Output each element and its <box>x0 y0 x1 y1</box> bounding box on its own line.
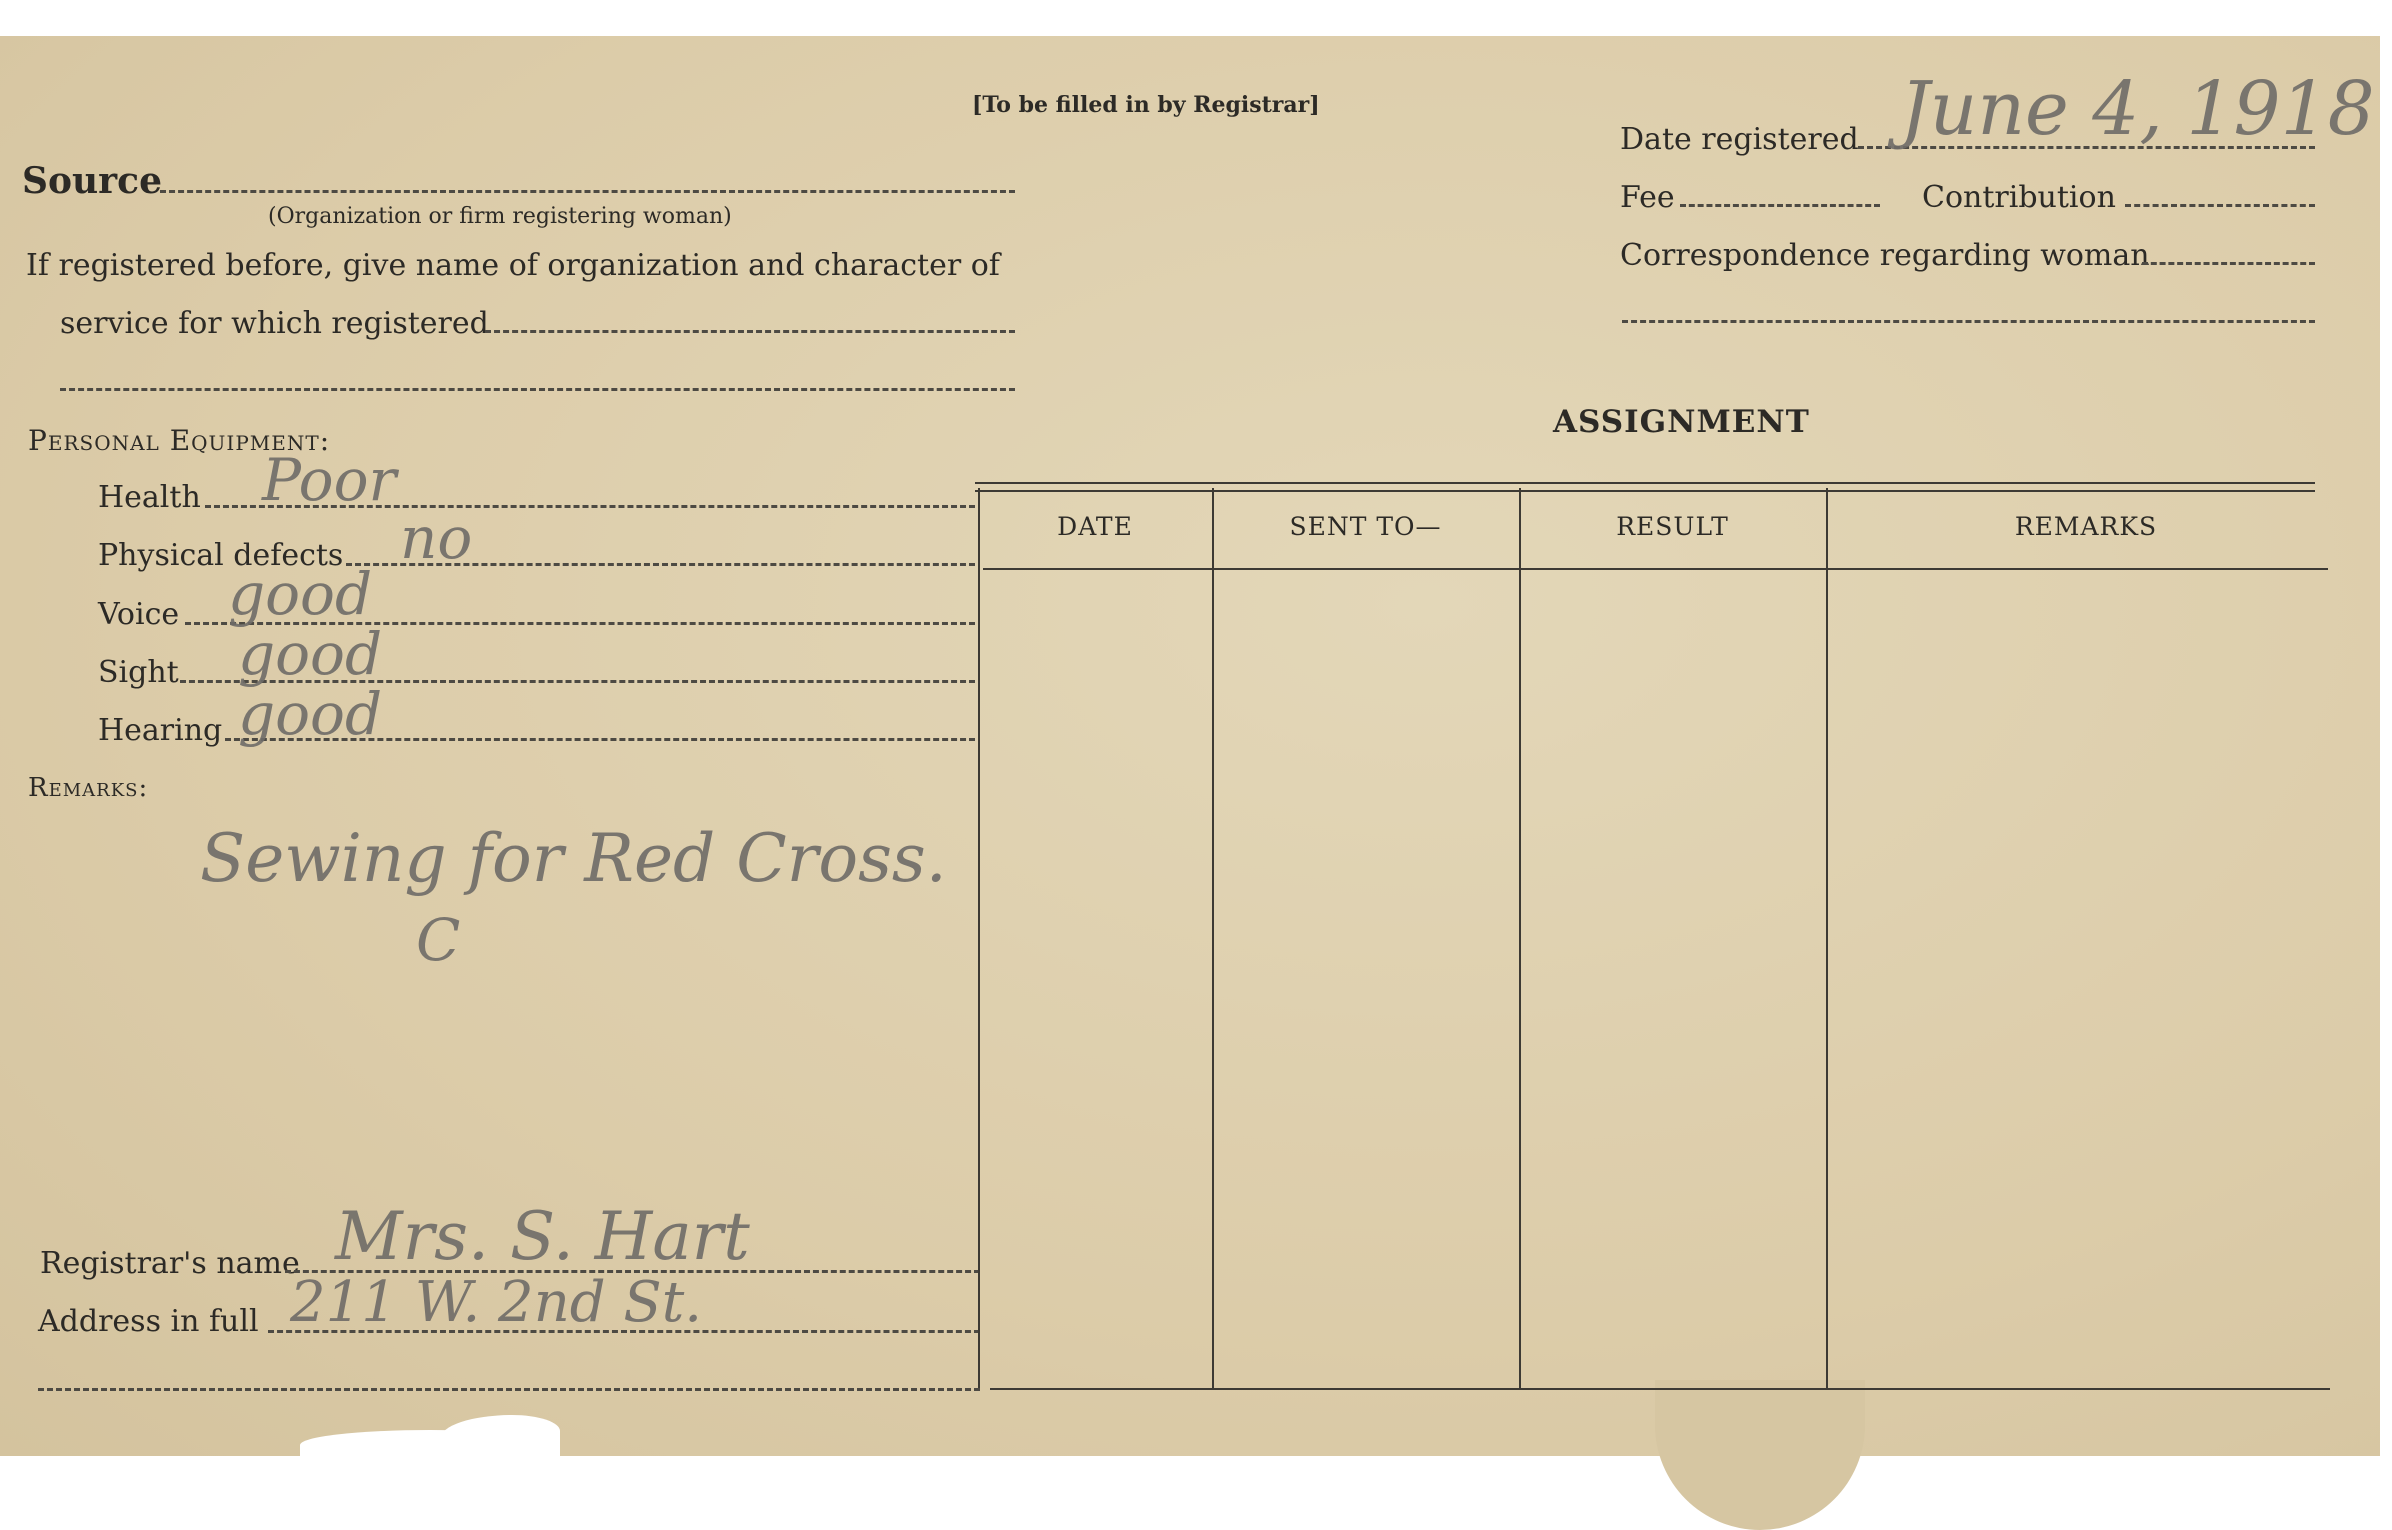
address-value: 211 W. 2nd St. <box>290 1270 703 1335</box>
table-col-divider <box>978 488 980 1388</box>
registered-before-line2: service for which registered <box>60 306 489 341</box>
source-line <box>160 190 1015 193</box>
correspondence-label: Correspondence regarding woman <box>1620 238 2150 273</box>
correspondence-line <box>2142 262 2315 265</box>
column-header-sent-to: SENT TO— <box>1289 512 1442 541</box>
table-top-rule <box>975 482 2315 484</box>
fee-label: Fee <box>1620 180 1675 215</box>
address-label: Address in full <box>38 1304 259 1339</box>
registered-before-line <box>485 330 1015 333</box>
source-hint: (Organization or firm registering woman) <box>268 204 732 229</box>
assignment-title: ASSIGNMENT <box>1553 404 1810 440</box>
column-header-remarks: REMARKS <box>2014 512 2158 541</box>
sight-label: Sight <box>98 655 179 690</box>
column-header-result: RESULT <box>1616 512 1729 541</box>
contribution-label: Contribution <box>1922 180 2116 215</box>
date-registered-label: Date registered <box>1620 122 1859 157</box>
date-registered-value: June 4, 1918 <box>1900 66 2375 152</box>
remarks-label: Remarks: <box>28 773 149 803</box>
registered-before-line1: If registered before, give name of organization and character of <box>26 248 1000 283</box>
voice-value: good <box>228 560 373 628</box>
table-col-divider <box>1826 488 1828 1388</box>
sight-value: good <box>238 620 383 688</box>
registrar-note: [To be filled in by Registrar] <box>972 92 1320 118</box>
correspondence-extra-line <box>1622 320 2315 323</box>
table-header-rule <box>983 568 2328 570</box>
table-col-divider <box>1212 488 1214 1388</box>
remarks-mark: C <box>416 906 461 974</box>
registered-before-extra-line <box>60 388 1015 391</box>
physical-defects-value: no <box>400 504 473 572</box>
source-label: Source <box>22 160 162 202</box>
contribution-line <box>2125 204 2315 207</box>
health-value: Poor <box>262 446 397 514</box>
card-tab <box>1655 1380 1865 1530</box>
voice-label: Voice <box>98 597 180 632</box>
table-top-rule-2 <box>975 490 2315 492</box>
hearing-label: Hearing <box>98 713 223 748</box>
registrar-name-label: Registrar's name <box>40 1246 300 1281</box>
hearing-value: good <box>238 680 383 748</box>
personal-equipment-label: Personal Equipment: <box>28 424 331 457</box>
fee-line <box>1680 204 1880 207</box>
registrar-name-value: Mrs. S. Hart <box>335 1198 750 1275</box>
table-bottom-rule <box>990 1388 2330 1390</box>
column-header-date: DATE <box>1057 512 1133 541</box>
address-extra-line <box>38 1388 980 1391</box>
health-label: Health <box>98 480 201 515</box>
table-col-divider <box>1519 488 1521 1388</box>
remarks-value: Sewing for Red Cross. <box>200 820 947 897</box>
physical-defects-label: Physical defects <box>98 538 344 573</box>
